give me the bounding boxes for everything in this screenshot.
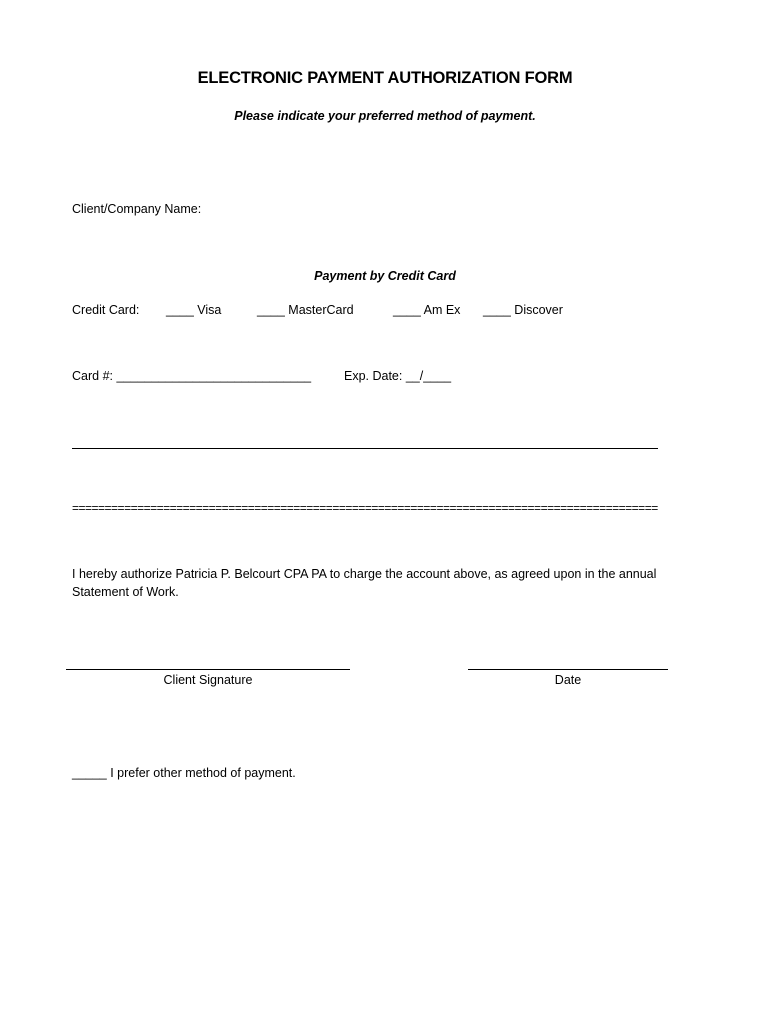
card-option-visa[interactable] xyxy=(166,304,221,317)
card-option-blank: ____ xyxy=(393,303,421,317)
exp-date-field[interactable]: Exp. Date: __/____ xyxy=(344,369,452,383)
card-option-label: Discover xyxy=(514,303,563,317)
card-option-discover[interactable] xyxy=(483,304,563,317)
date-line[interactable] xyxy=(468,669,668,670)
card-option-label: Visa xyxy=(197,303,222,317)
card-option-blank: ____ xyxy=(166,303,194,317)
client-company-name-label: Client/Company Name: xyxy=(72,202,202,216)
client-signature-label: Client Signature xyxy=(163,673,253,687)
card-option-blank: ____ xyxy=(257,303,285,317)
card-number-field[interactable]: Card #: ____________________________ xyxy=(72,369,312,383)
form-title: ELECTRONIC PAYMENT AUTHORIZATION FORM xyxy=(197,69,573,87)
divider-line xyxy=(72,448,658,449)
credit-card-label: Credit Card: xyxy=(72,303,140,317)
card-option-mastercard[interactable] xyxy=(257,304,354,317)
card-option-amex[interactable] xyxy=(393,304,460,317)
credit-card-section-heading: Payment by Credit Card xyxy=(314,269,456,283)
card-option-blank: ____ xyxy=(483,303,511,317)
equals-divider: ========================================================================================== xyxy=(72,502,658,514)
client-signature-line[interactable] xyxy=(66,669,350,670)
card-option-label: Am Ex xyxy=(423,303,461,317)
date-label: Date xyxy=(554,673,582,687)
card-option-label: MasterCard xyxy=(288,303,354,317)
authorization-statement: I hereby authorize Patricia P. Belcourt CPA PA to charge the account above, as agreed upon in the annual Statement of Work. xyxy=(72,567,657,599)
form-subtitle: Please indicate your preferred method of payment. xyxy=(234,109,536,123)
other-payment-method-option[interactable]: _____ I prefer other method of payment. xyxy=(72,766,296,780)
